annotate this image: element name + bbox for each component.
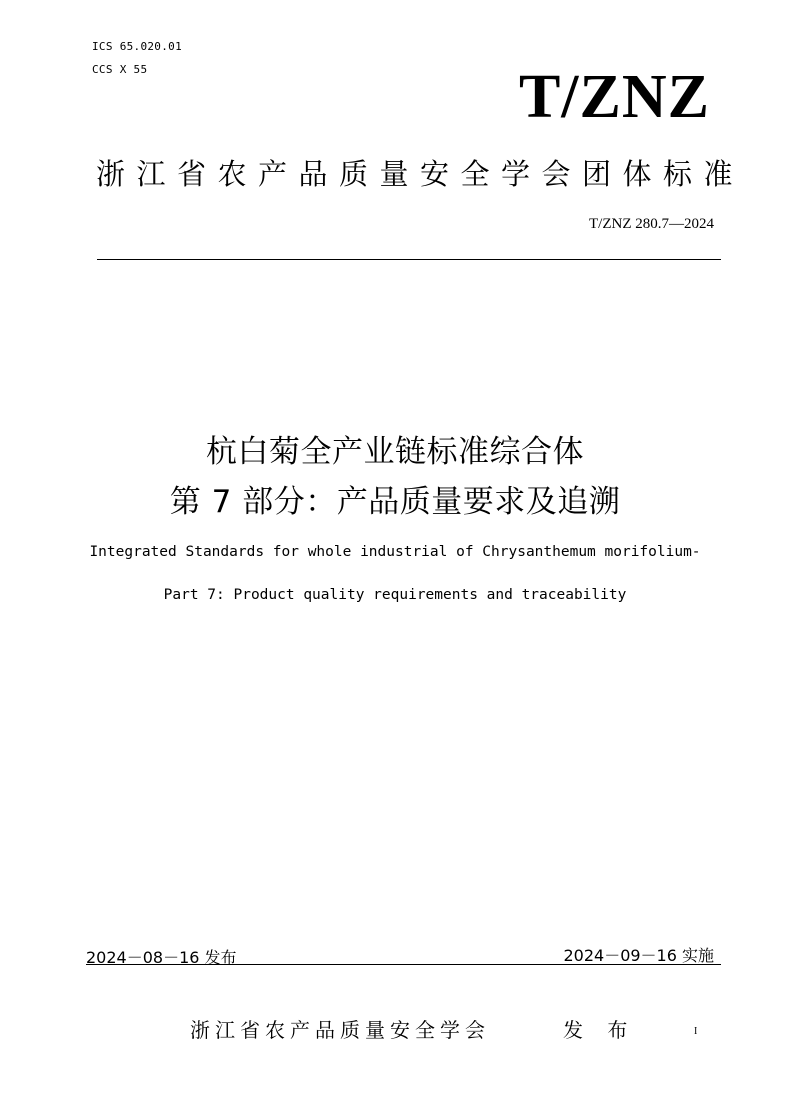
title-chinese-line2: 第 7 部分：产品质量要求及追溯: [169, 484, 621, 520]
standard-logo: T/ZNZ: [518, 63, 710, 131]
publisher-name: 浙江省农产品质量安全学会: [190, 1018, 490, 1042]
page-number: I: [694, 1026, 698, 1037]
organization-heading: 浙江省农产品质量安全学会团体标准: [96, 157, 745, 191]
standard-number: T/ZNZ 280.7—2024: [589, 216, 714, 232]
title-english-line2: Part 7: Product quality requirements and traceability: [163, 587, 627, 603]
top-divider: [97, 259, 721, 260]
ccs-code: CCS X 55: [92, 63, 148, 76]
implementation-date: 2024－09－16 实施: [563, 946, 714, 965]
title-chinese-line1: 杭白菊全产业链标准综合体: [206, 434, 584, 470]
publish-label: 发 布: [563, 1018, 637, 1042]
title-english-line1: Integrated Standards for whole industrial of Chrysanthemum morifolium-: [89, 544, 701, 560]
ics-code: ICS 65.020.01: [92, 40, 182, 53]
bottom-divider: [86, 964, 721, 965]
issue-date: 2024－08－16 发布: [86, 948, 237, 967]
